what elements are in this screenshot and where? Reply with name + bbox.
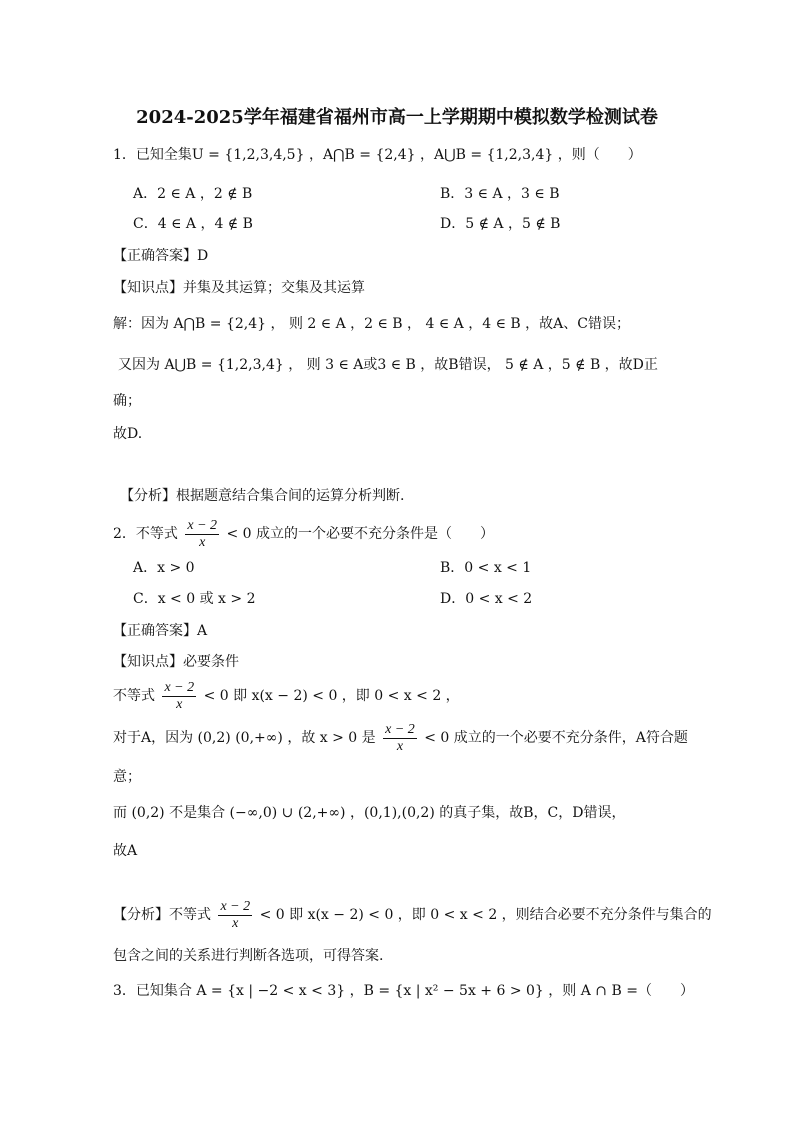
question-2-analysis: [113, 897, 712, 933]
question-2-option-d: D．0 < x < 2: [440, 591, 533, 607]
question-1-analysis: 【分析】根据题意结合集合间的运算分析判断.: [120, 488, 405, 504]
solution-text: < 0 即 x(x − 2) < 0 ，即 0 < x < 2 ，: [203, 688, 460, 704]
solution-text: 对于A，因为 (0,2) (0,+∞) ，故 x > 0 是: [113, 730, 376, 746]
question-2-stem-suffix: < 0 成立的一个必要不充分条件是（ ）: [226, 526, 495, 542]
question-1-solution-line: 故D.: [113, 426, 143, 442]
question-2-stem-prefix: 2．不等式: [113, 526, 178, 542]
question-1-solution-line: 又因为 A⋃B = {1,2,3,4} ， 则 3 ∈ A或3 ∈ B ，故B错误， 5 ∉ A ，5 ∉ B ，故D正: [118, 357, 658, 373]
fraction-numerator: x − 2: [164, 679, 195, 695]
question-2-option-b: B．0 < x < 1: [440, 560, 532, 576]
fraction-numerator: x − 2: [385, 721, 415, 737]
page-title: 2024-2025学年福建省福州市高一上学期期中模拟数学检测试卷: [136, 107, 658, 128]
analysis-text: 【分析】不等式: [113, 907, 211, 923]
question-2-analysis-line: 包含之间的关系进行判断各选项，可得答案.: [113, 948, 384, 964]
question-2-solution-line: [113, 720, 688, 756]
question-1-answer: 【正确答案】D: [113, 248, 209, 264]
fraction-denominator: x: [396, 738, 404, 754]
question-1-option-d: D．5 ∉ A ，5 ∉ B: [440, 216, 561, 232]
fraction: [383, 722, 417, 755]
fraction-denominator: x: [232, 915, 239, 931]
solution-text: < 0 成立的一个必要不充分条件，A符合题: [424, 730, 688, 746]
solution-text: 不等式: [113, 688, 155, 704]
fraction: [162, 680, 196, 713]
fraction-denominator: x: [176, 696, 183, 712]
analysis-text: < 0 即 x(x − 2) < 0 ，即 0 < x < 2 ，则结合必要不充分条件与集合的: [259, 907, 712, 923]
question-1-stem: 1．已知全集U = {1,2,3,4,5} ，A⋂B = {2,4} ，A⋃B = {1,2,3,4} ，则（ ）: [113, 147, 642, 163]
fraction: [218, 899, 252, 932]
question-1-solution-line: 解：因为 A⋂B = {2,4} ， 则 2 ∈ A ，2 ∈ B ， 4 ∈ A ，4 ∈ B ，故A、C错误；: [113, 316, 630, 332]
fraction-numerator: x − 2: [220, 898, 251, 914]
question-2-option-c: C．x < 0 或 x > 2: [133, 591, 256, 607]
question-1-option-a: A．2 ∈ A ，2 ∉ B: [133, 186, 253, 202]
question-2-answer: 【正确答案】A: [113, 623, 208, 639]
question-2-stem: [113, 516, 494, 552]
question-1-solution-line: 确；: [113, 393, 141, 409]
question-2-solution-line: 而 (0,2) 不是集合 (−∞,0) ∪ (2,+∞) ，(0,1),(0,2) 的真子集，故B，C，D错误，: [113, 805, 626, 821]
question-2-knowledge: 【知识点】必要条件: [113, 654, 239, 670]
question-1-option-c: C．4 ∈ A ，4 ∉ B: [133, 216, 253, 232]
question-2-solution-line: 意；: [113, 769, 141, 785]
fraction-numerator: x − 2: [187, 517, 218, 533]
question-2-option-a: A．x > 0: [133, 560, 195, 576]
question-1-option-b: B．3 ∈ A ，3 ∈ B: [440, 186, 560, 202]
question-3-stem: 3．已知集合 A = {x | −2 < x < 3} ，B = {x | x² − 5x + 6 > 0} ，则 A ∩ B =（ ）: [113, 983, 694, 999]
fraction-denominator: x: [199, 534, 206, 550]
question-2-solution-line: 故A: [113, 843, 138, 859]
question-1-knowledge: 【知识点】并集及其运算；交集及其运算: [113, 280, 365, 296]
fraction: [185, 518, 219, 551]
question-2-solution-line: [113, 678, 460, 714]
